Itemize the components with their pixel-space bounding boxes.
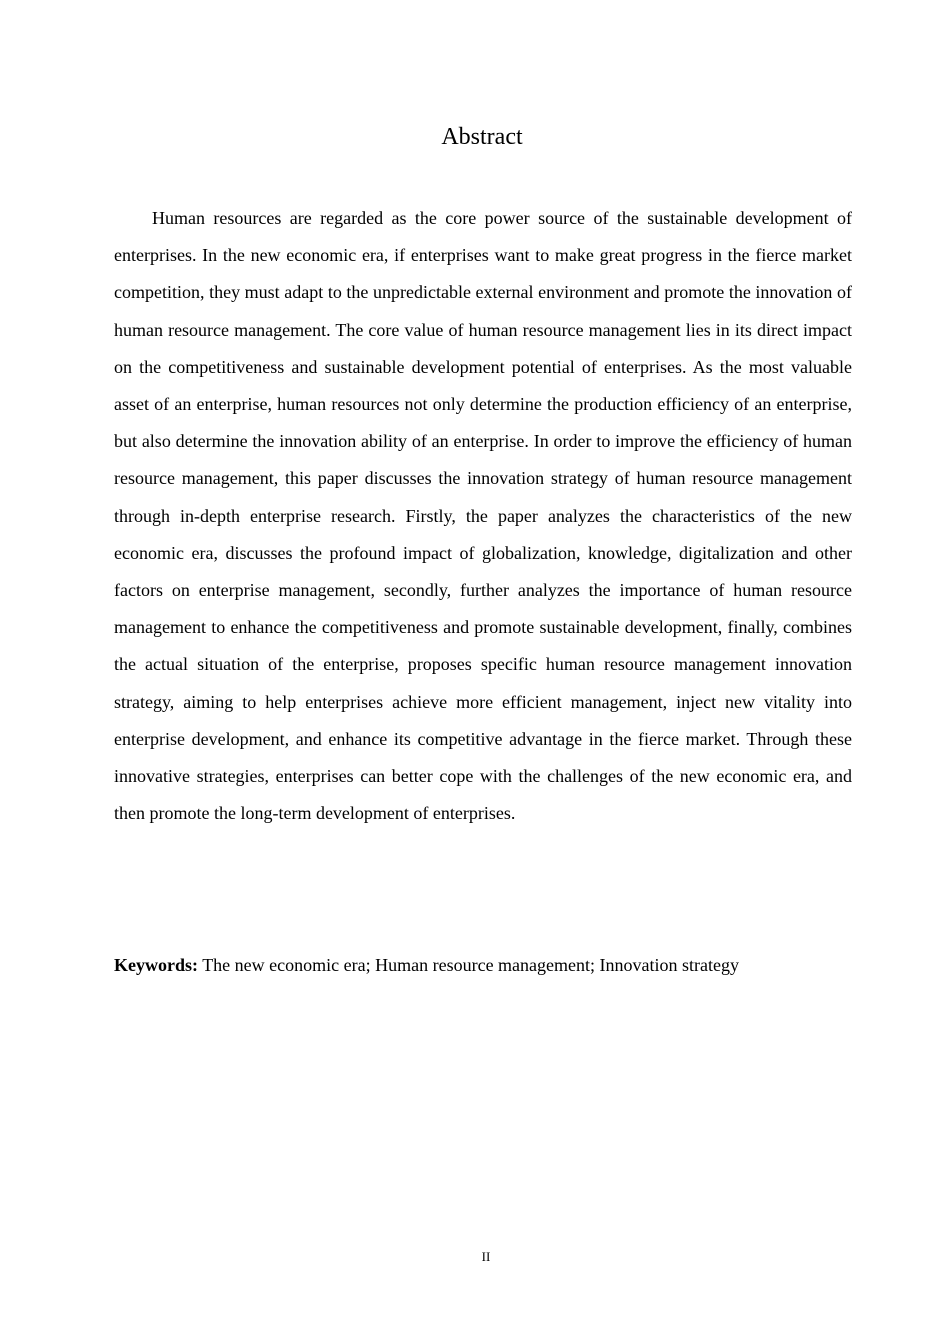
abstract-paragraph: Human resources are regarded as the core power source of the sustainable development of enterprises. In the new economic era, if enterprises want to make great progress in the fierce market competition, they must adapt to the unpredictable external environment and promote the innovation of human resource management. The core value of human resource management lies in its direct impact on the competitiveness and sustainable development potential of enterprises. As the most valuable asset of an enterprise, human resources not only determine the production efficiency of an enterprise, but also determine the innovation ability of an enterprise. In order to improve the efficiency of human resource management, this paper discusses the innovation strategy of human resource management through in-depth enterprise research. Firstly, the paper analyzes the characteristics of the new economic era, discusses the profound impact of globalization, knowledge, digitalization and other factors on enterprise management, secondly, further analyzes the importance of human resource management to enhance the competitiveness and promote sustainable development, finally, combines the actual situation of the enterprise, proposes specific human resource management innovation strategy, aiming to help enterprises achieve more efficient management, inject new vitality into enterprise development, and enhance its competitive advantage in the fierce market. Through these innovative strategies, enterprises can better cope with the challenges of the new economic era, and then promote the long-term development of enterprises. bbox=[114, 208, 852, 824]
keywords-label: Keywords: bbox=[114, 955, 198, 975]
page-number: II bbox=[481, 1249, 491, 1264]
page-title: Abstract bbox=[441, 124, 523, 150]
keywords-value: The new economic era; Human resource management; Innovation strategy bbox=[202, 955, 739, 975]
keywords-line bbox=[114, 950, 852, 980]
